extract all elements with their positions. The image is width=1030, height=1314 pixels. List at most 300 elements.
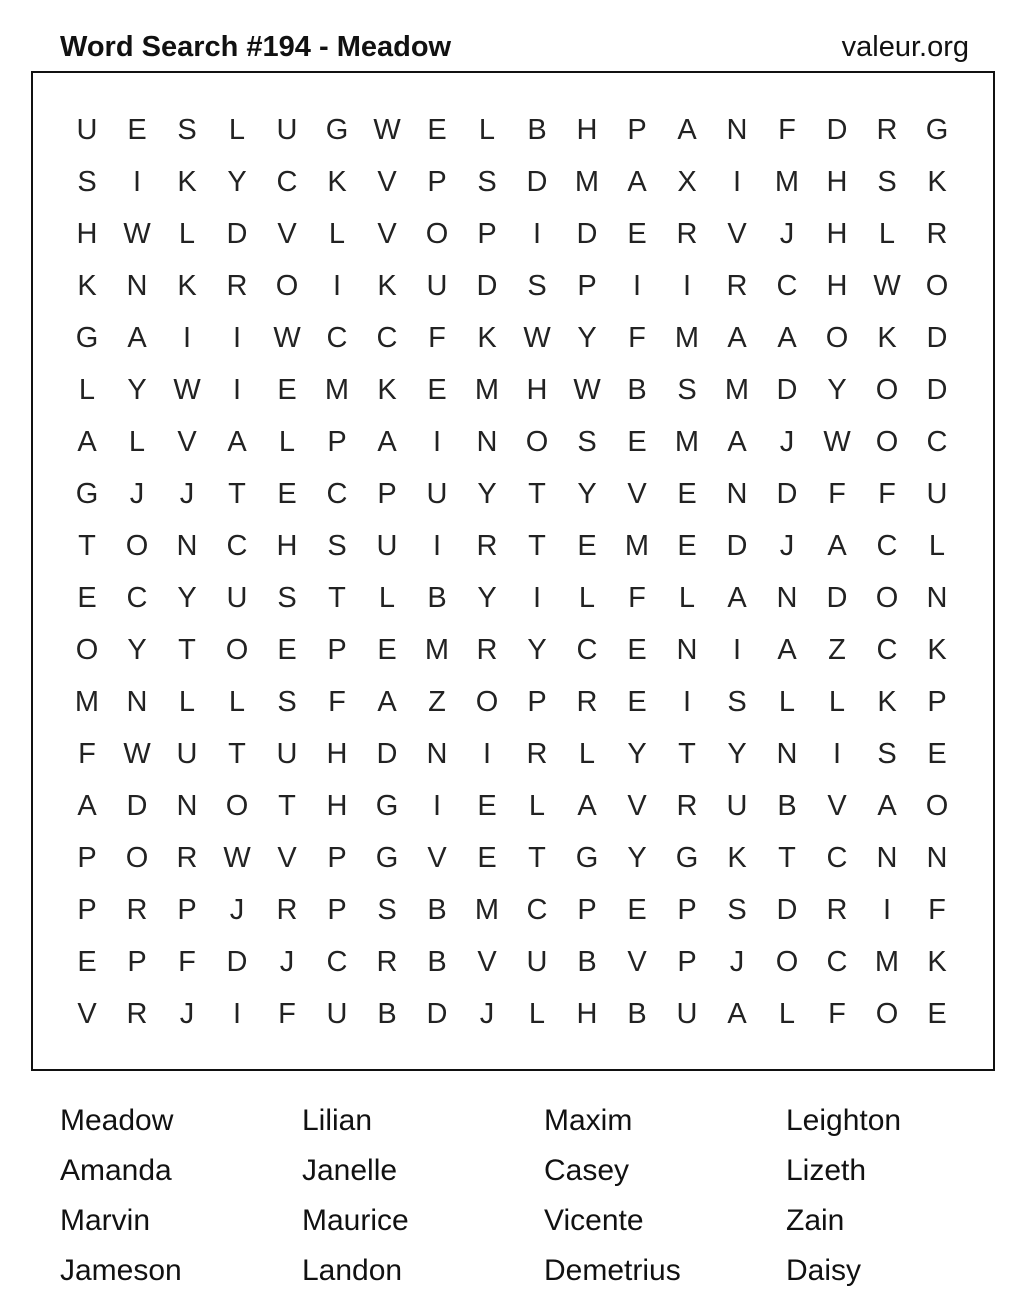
word-list-item: Maurice [302, 1204, 409, 1237]
grid-letter: I [232, 997, 242, 1030]
grid-letter: A [727, 997, 747, 1030]
grid-letter: L [228, 113, 246, 146]
grid-letter: B [527, 113, 547, 146]
grid-letter: D [776, 893, 798, 926]
grid-letter: Y [477, 477, 497, 510]
grid-letter: O [425, 217, 449, 250]
grid-letter: P [677, 945, 697, 978]
grid-letter: F [178, 945, 196, 978]
grid-letter: T [278, 789, 296, 822]
grid-letter: E [477, 841, 497, 874]
grid-letter: B [427, 945, 447, 978]
grid-letter: L [528, 789, 546, 822]
grid-letter: S [727, 893, 747, 926]
grid-letter: E [627, 633, 647, 666]
grid-letter: M [424, 633, 450, 666]
grid-letter: U [426, 269, 448, 302]
grid-letter: J [229, 893, 245, 926]
grid-letter: I [532, 217, 542, 250]
grid-letter: K [477, 321, 497, 354]
grid-letter: O [225, 633, 249, 666]
grid-letter: L [328, 217, 346, 250]
letter-grid [62, 104, 962, 1040]
grid-letter: C [376, 321, 398, 354]
grid-letter: S [377, 893, 397, 926]
grid-letter: P [677, 893, 697, 926]
grid-letter: G [675, 841, 699, 874]
grid-letter: I [732, 633, 742, 666]
grid-letter: S [77, 165, 97, 198]
grid-letter: K [377, 269, 397, 302]
grid-letter: V [427, 841, 447, 874]
grid-letter: E [927, 737, 947, 770]
grid-letter: U [176, 737, 198, 770]
grid-letter: R [226, 269, 248, 302]
grid-letter: F [78, 737, 96, 770]
grid-letter: L [778, 997, 796, 1030]
puzzle-title: Word Search #194 - Meadow [60, 31, 452, 63]
grid-letter: H [826, 269, 848, 302]
grid-letter: D [426, 997, 448, 1030]
grid-letter: H [326, 789, 348, 822]
grid-letter: D [526, 165, 548, 198]
grid-letter: Z [428, 685, 446, 718]
grid-letter: H [276, 529, 298, 562]
grid-letter: I [232, 373, 242, 406]
grid-letter: I [482, 737, 492, 770]
grid-letter: O [275, 269, 299, 302]
grid-letter: F [628, 321, 646, 354]
grid-letter: D [576, 217, 598, 250]
grid-letter: Y [477, 581, 497, 614]
grid-letter: S [527, 269, 547, 302]
grid-letter: L [228, 685, 246, 718]
grid-letter: U [226, 581, 248, 614]
grid-letter: L [378, 581, 396, 614]
grid-letter: T [778, 841, 796, 874]
grid-letter: H [826, 165, 848, 198]
grid-letter: R [676, 789, 698, 822]
grid-letter: U [276, 737, 298, 770]
grid-letter: K [327, 165, 347, 198]
grid-letter: W [273, 321, 301, 354]
grid-letter: F [778, 113, 796, 146]
word-list-item: Daisy [786, 1254, 862, 1287]
grid-letter: P [127, 945, 147, 978]
grid-letter: C [926, 425, 948, 458]
grid-letter: U [426, 477, 448, 510]
grid-letter: A [377, 425, 397, 458]
grid-letter: U [726, 789, 748, 822]
grid-letter: I [732, 165, 742, 198]
grid-letter: P [527, 685, 547, 718]
grid-letter: H [576, 997, 598, 1030]
grid-letter: R [926, 217, 948, 250]
grid-letter: P [627, 113, 647, 146]
grid-letter: P [77, 841, 97, 874]
grid-letter: E [377, 633, 397, 666]
grid-letter: U [526, 945, 548, 978]
grid-letter: N [676, 633, 698, 666]
grid-letter: E [277, 477, 297, 510]
grid-letter: J [129, 477, 145, 510]
grid-letter: Y [627, 737, 647, 770]
grid-letter: M [574, 165, 600, 198]
grid-letter: I [882, 893, 892, 926]
grid-letter: G [925, 113, 949, 146]
grid-letter: C [826, 945, 848, 978]
grid-letter: S [727, 685, 747, 718]
word-list-item: Jameson [60, 1254, 182, 1287]
grid-letter: V [627, 477, 647, 510]
grid-letter: T [528, 477, 546, 510]
grid-letter: E [927, 997, 947, 1030]
grid-letter: O [525, 425, 549, 458]
grid-letter: C [126, 581, 148, 614]
word-list-item: Zain [786, 1204, 845, 1237]
grid-letter: R [476, 529, 498, 562]
grid-letter: S [877, 737, 897, 770]
grid-letter: D [126, 789, 148, 822]
grid-letter: R [876, 113, 898, 146]
grid-letter: B [427, 893, 447, 926]
grid-letter: A [127, 321, 147, 354]
grid-letter: W [573, 373, 601, 406]
grid-letter: K [927, 945, 947, 978]
grid-letter: P [327, 633, 347, 666]
grid-letter: T [528, 529, 546, 562]
grid-letter: J [279, 945, 295, 978]
grid-letter: V [277, 217, 297, 250]
grid-letter: K [877, 685, 897, 718]
grid-letter: A [77, 425, 97, 458]
grid-letter: V [727, 217, 747, 250]
grid-letter: F [878, 477, 896, 510]
grid-letter: N [176, 789, 198, 822]
grid-letter: O [75, 633, 99, 666]
grid-letter: W [823, 425, 851, 458]
grid-letter: D [926, 321, 948, 354]
grid-letter: Y [827, 373, 847, 406]
grid-letter: J [779, 529, 795, 562]
grid-letter: I [232, 321, 242, 354]
grid-letter: E [277, 373, 297, 406]
grid-letter: P [477, 217, 497, 250]
word-list [60, 1096, 1028, 1296]
grid-letter: W [123, 217, 151, 250]
grid-letter: T [178, 633, 196, 666]
grid-letter: W [223, 841, 251, 874]
grid-letter: L [178, 217, 196, 250]
grid-letter: M [874, 945, 900, 978]
word-list-item: Vicente [544, 1204, 644, 1237]
grid-letter: V [377, 217, 397, 250]
grid-letter: I [632, 269, 642, 302]
grid-letter: T [78, 529, 96, 562]
grid-letter: U [926, 477, 948, 510]
grid-letter: O [925, 789, 949, 822]
word-list-item: Leighton [786, 1104, 902, 1137]
grid-letter: O [825, 321, 849, 354]
grid-letter: F [628, 581, 646, 614]
grid-letter: H [526, 373, 548, 406]
grid-letter: Y [627, 841, 647, 874]
grid-letter: E [477, 789, 497, 822]
grid-letter: O [875, 997, 899, 1030]
grid-letter: R [126, 997, 148, 1030]
grid-letter: P [327, 893, 347, 926]
grid-letter: A [77, 789, 97, 822]
grid-letter: J [179, 997, 195, 1030]
grid-letter: J [479, 997, 495, 1030]
grid-letter: C [876, 529, 898, 562]
grid-letter: S [277, 581, 297, 614]
grid-letter: X [677, 165, 697, 198]
grid-letter: I [532, 581, 542, 614]
grid-letter: P [427, 165, 447, 198]
grid-letter: I [682, 269, 692, 302]
grid-letter: V [627, 789, 647, 822]
grid-letter: D [726, 529, 748, 562]
grid-letter: N [926, 581, 948, 614]
grid-letter: O [875, 373, 899, 406]
grid-letter: R [726, 269, 748, 302]
grid-letter: V [627, 945, 647, 978]
grid-letter: W [873, 269, 901, 302]
grid-letter: N [876, 841, 898, 874]
grid-letter: P [327, 841, 347, 874]
grid-letter: J [779, 217, 795, 250]
grid-letter: E [627, 893, 647, 926]
grid-letter: Y [727, 737, 747, 770]
grid-letter: L [478, 113, 496, 146]
site-name: valeur.org [841, 31, 969, 63]
grid-letter: V [77, 997, 97, 1030]
grid-letter: O [875, 425, 899, 458]
grid-letter: J [729, 945, 745, 978]
grid-letter: E [627, 685, 647, 718]
grid-letter: R [676, 217, 698, 250]
grid-letter: G [325, 113, 349, 146]
grid-letter: W [123, 737, 151, 770]
grid-letter: U [326, 997, 348, 1030]
grid-letter: D [926, 373, 948, 406]
grid-letter: O [875, 581, 899, 614]
word-list-item: Casey [544, 1154, 630, 1187]
grid-letter: E [627, 425, 647, 458]
grid-letter: S [877, 165, 897, 198]
grid-letter: D [376, 737, 398, 770]
grid-letter: P [177, 893, 197, 926]
grid-letter: K [927, 633, 947, 666]
grid-letter: F [928, 893, 946, 926]
grid-letter: F [428, 321, 446, 354]
grid-letter: V [377, 165, 397, 198]
grid-letter: A [627, 165, 647, 198]
grid-letter: R [376, 945, 398, 978]
grid-letter: C [826, 841, 848, 874]
grid-letter: A [727, 581, 747, 614]
word-list-item: Meadow [60, 1104, 174, 1137]
grid-letter: D [476, 269, 498, 302]
grid-letter: C [226, 529, 248, 562]
grid-letter: T [328, 581, 346, 614]
grid-letter: C [776, 269, 798, 302]
grid-letter: O [925, 269, 949, 302]
grid-letter: I [432, 529, 442, 562]
grid-letter: K [927, 165, 947, 198]
grid-letter: M [624, 529, 650, 562]
grid-letter: A [577, 789, 597, 822]
grid-letter: H [826, 217, 848, 250]
grid-letter: N [426, 737, 448, 770]
grid-letter: I [432, 789, 442, 822]
grid-letter: P [77, 893, 97, 926]
grid-letter: C [276, 165, 298, 198]
grid-letter: D [776, 477, 798, 510]
grid-letter: N [926, 841, 948, 874]
grid-letter: E [577, 529, 597, 562]
grid-letter: J [779, 425, 795, 458]
grid-letter: Y [577, 321, 597, 354]
grid-letter: C [876, 633, 898, 666]
grid-letter: E [77, 581, 97, 614]
grid-letter: Z [828, 633, 846, 666]
grid-letter: N [126, 269, 148, 302]
grid-letter: B [427, 581, 447, 614]
grid-letter: S [277, 685, 297, 718]
grid-letter: O [775, 945, 799, 978]
grid-letter: N [776, 581, 798, 614]
grid-letter: W [523, 321, 551, 354]
grid-letter: Y [127, 373, 147, 406]
grid-letter: A [777, 633, 797, 666]
grid-letter: A [377, 685, 397, 718]
grid-letter: S [477, 165, 497, 198]
grid-letter: C [576, 633, 598, 666]
grid-letter: B [577, 945, 597, 978]
grid-letter: L [578, 737, 596, 770]
grid-letter: E [427, 113, 447, 146]
grid-letter: I [182, 321, 192, 354]
grid-letter: H [576, 113, 598, 146]
grid-letter: N [776, 737, 798, 770]
grid-letter: Y [177, 581, 197, 614]
grid-letter: P [577, 269, 597, 302]
grid-letter: N [176, 529, 198, 562]
grid-letter: I [332, 269, 342, 302]
grid-letter: M [674, 321, 700, 354]
grid-letter: P [377, 477, 397, 510]
grid-letter: P [327, 425, 347, 458]
grid-letter: R [126, 893, 148, 926]
grid-letter: S [177, 113, 197, 146]
grid-letter: P [927, 685, 947, 718]
grid-letter: L [928, 529, 946, 562]
grid-letter: E [677, 477, 697, 510]
grid-letter: O [125, 529, 149, 562]
grid-letter: C [326, 477, 348, 510]
grid-letter: C [526, 893, 548, 926]
grid-letter: Y [227, 165, 247, 198]
grid-letter: F [328, 685, 346, 718]
grid-letter: I [832, 737, 842, 770]
grid-letter: T [228, 737, 246, 770]
grid-letter: E [277, 633, 297, 666]
grid-letter: C [326, 945, 348, 978]
grid-letter: L [528, 997, 546, 1030]
grid-letter: L [78, 373, 96, 406]
grid-letter: A [227, 425, 247, 458]
grid-letter: E [77, 945, 97, 978]
grid-letter: I [682, 685, 692, 718]
grid-letter: M [474, 893, 500, 926]
grid-letter: L [778, 685, 796, 718]
grid-letter: E [627, 217, 647, 250]
grid-letter: Y [577, 477, 597, 510]
grid-letter: U [76, 113, 98, 146]
grid-letter: H [326, 737, 348, 770]
word-list-item: Maxim [544, 1104, 633, 1137]
grid-letter: N [126, 685, 148, 718]
grid-letter: L [128, 425, 146, 458]
grid-letter: T [528, 841, 546, 874]
grid-letter: A [727, 321, 747, 354]
grid-letter: S [577, 425, 597, 458]
grid-letter: V [277, 841, 297, 874]
grid-letter: N [726, 113, 748, 146]
word-list-item: Janelle [302, 1154, 398, 1187]
grid-letter: U [376, 529, 398, 562]
grid-letter: B [627, 997, 647, 1030]
grid-letter: K [177, 165, 197, 198]
grid-letter: R [276, 893, 298, 926]
word-list-item: Marvin [60, 1204, 151, 1237]
grid-letter: A [877, 789, 897, 822]
grid-letter: R [476, 633, 498, 666]
grid-letter: G [75, 477, 99, 510]
grid-letter: C [326, 321, 348, 354]
grid-letter: P [577, 893, 597, 926]
grid-letter: B [777, 789, 797, 822]
grid-letter: G [375, 841, 399, 874]
grid-letter: U [676, 997, 698, 1030]
grid-letter: O [475, 685, 499, 718]
grid-letter: I [132, 165, 142, 198]
grid-letter: K [177, 269, 197, 302]
grid-letter: O [225, 789, 249, 822]
grid-letter: D [826, 581, 848, 614]
grid-letter: U [276, 113, 298, 146]
grid-letter: F [278, 997, 296, 1030]
word-list-item: Lilian [302, 1104, 373, 1137]
grid-letter: M [724, 373, 750, 406]
grid-letter: M [774, 165, 800, 198]
word-list-item: Landon [302, 1254, 403, 1287]
grid-letter: W [173, 373, 201, 406]
grid-letter: L [578, 581, 596, 614]
grid-letter: O [125, 841, 149, 874]
grid-letter: R [826, 893, 848, 926]
grid-letter: Y [527, 633, 547, 666]
grid-letter: L [878, 217, 896, 250]
grid-letter: V [827, 789, 847, 822]
grid-letter: B [377, 997, 397, 1030]
grid-letter: D [226, 217, 248, 250]
word-list-item: Lizeth [786, 1154, 867, 1187]
grid-letter: N [476, 425, 498, 458]
grid-letter: F [828, 997, 846, 1030]
